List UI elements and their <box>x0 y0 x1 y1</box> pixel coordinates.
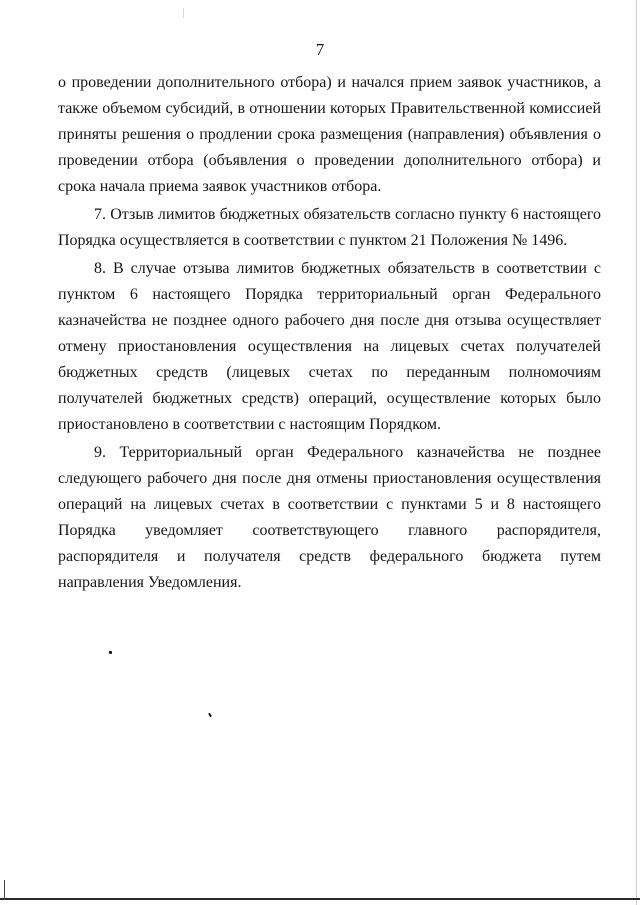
scan-edge-mark <box>4 880 5 900</box>
document-body <box>58 70 601 596</box>
paragraph-continuation: о проведении дополнительного отбора) и начался прием заявок участников, а также объемом субсидий, в отношении которых Правительственной комиссией приняты решения о продлении срока размещения (направления) объявления о проведении отбора (объявления о проведении дополнительного отбора) и срока начала приема заявок участников отбора. <box>58 74 601 195</box>
scan-edge-mark <box>183 8 184 18</box>
paragraph-item-9: 9. Территориальный орган Федерального казначейства не позднее следующего рабочего дня после дня отмены приостановления осуществления операций на лицевых счетах в соответствии с пунктами 5 и 8 настоящего Порядка уведомляет соответствующего главного распорядителя, распорядителя и получателя средств федерального бюджета путем направления Уведомления. <box>58 444 601 591</box>
page-number: 7 <box>315 40 325 59</box>
scan-speck <box>109 651 112 654</box>
paragraph-item-7: 7. Отзыв лимитов бюджетных обязательств согласно пункту 6 настоящего Порядка осуществляется в соответствии с пунктом 21 Положения № 1496. <box>58 206 601 249</box>
scan-speck <box>208 713 212 717</box>
scan-bottom-edge <box>0 898 640 900</box>
scan-edge-line <box>636 0 637 905</box>
paragraph-item-8: 8. В случае отзыва лимитов бюджетных обязательств в соответствии с пунктом 6 настоящего Порядка территориальный орган Федерального казначейства не позднее одного рабочего дня после дня отзыва осуществляет отмену приостановления осуществления на лицевых счетах получателей бюджетных средств (лицевых счетах по переданным полномочиям получателей бюджетных средств) операций, осуществление которых было приостановлено в соответствии с настоящим Порядком. <box>58 260 601 433</box>
